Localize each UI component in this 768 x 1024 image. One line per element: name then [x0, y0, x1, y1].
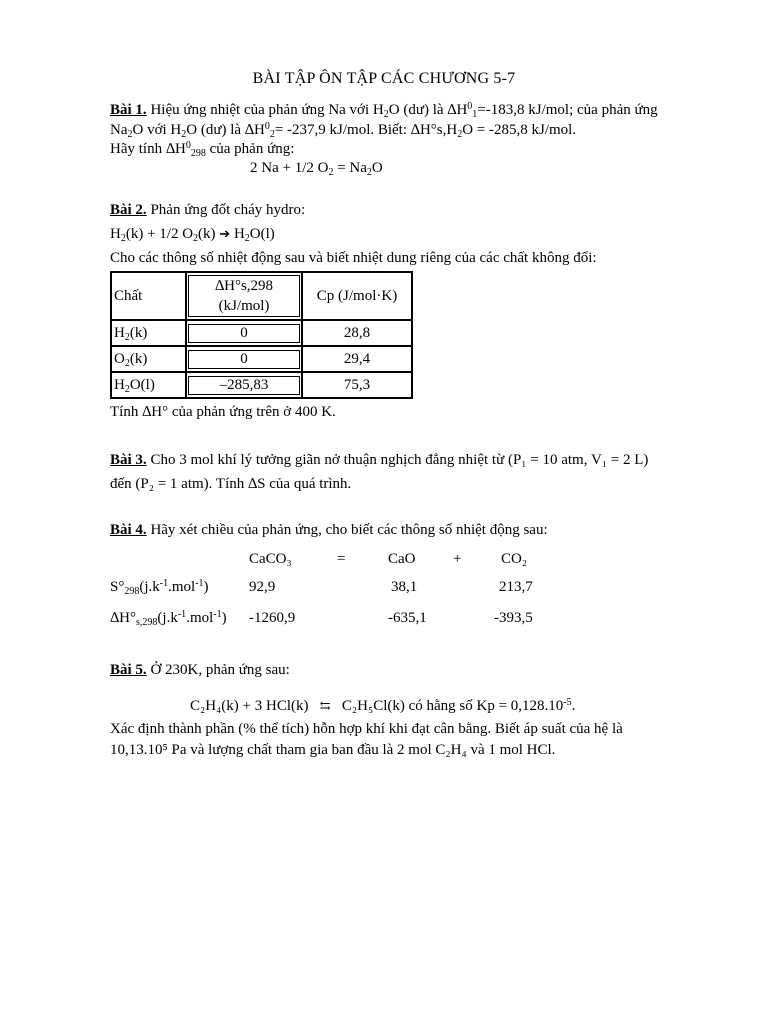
table-header-cp: Cp (J/mol·K) — [302, 272, 412, 320]
table-row: $H_2O(l)$ –285,83 75,3 — [111, 372, 412, 398]
bai1-equation: 2 Na + 1/2 $O_2 = Na_2O$ — [250, 160, 383, 178]
cao-header: CaO — [388, 551, 416, 567]
bai5-line2: Xác định thành phần (% thể tích) hỗn hợp khí khi đạt cân bằng. Biết áp suất của hệ là — [110, 721, 623, 737]
bai5-label: Bài 5. — [110, 662, 147, 678]
enthalpy-label: $\Delta H^\circ_{s,298}(j.k^{-1}.mol^{-1})$ — [110, 609, 227, 628]
right-arrow-icon: ➔ — [219, 226, 231, 241]
entropy-co2: 213,7 — [499, 579, 533, 595]
bai5-line1: Bài 5. Ở 230K, phản ứng sau: — [110, 662, 290, 678]
co2-header: CO₂ — [501, 551, 528, 567]
bai3-line2: đến (P₂ = 1 atm). Tính ∆S của quá trình. — [110, 476, 352, 492]
equilibrium-arrow-icon: ⇆ — [319, 698, 331, 713]
bai5-equation: C₂H₄(k) + 3 HCl(k) ⇆ C₂H₅Cl(k) có hằng số $Kp = 0,128.10^{-5}$. — [190, 697, 576, 714]
enthalpy-caco3: -1260,9 — [249, 610, 296, 626]
table-row: $O_2(k)$ 0 29,4 — [111, 346, 412, 372]
bai2-intro: Cho các thông số nhiệt động sau và biết nhiệt dung riêng của các chất không đổi: — [110, 250, 597, 266]
equals-sign: = — [337, 551, 346, 567]
plus-sign: + — [453, 551, 462, 567]
bai1-line1: Bài 1. Hiệu ứng nhiệt của phản ứng Na với $H_2O$ (dư) là $\Delta H^0_1=-183,8$ kJ/mol; của phản ứng — [110, 101, 658, 120]
entropy-caco3: 92,9 — [249, 579, 276, 595]
enthalpy-cao: -635,1 — [388, 610, 427, 626]
table-row: $H_2(k)$ 0 28,8 — [111, 320, 412, 346]
bai1-label: Bài 1. — [110, 102, 147, 118]
bai1-line3: Hãy tính $\Delta H^0_{298}$ của phản ứng: — [110, 140, 295, 159]
bai4-label: Bài 4. — [110, 522, 147, 538]
page-title: BÀI TẬP ÔN TẬP CÁC CHƯƠNG 5-7 — [252, 70, 516, 87]
entropy-cao: 38,1 — [391, 579, 418, 595]
bai2-question: Tính ∆H° của phản ứng trên ở 400 K. — [110, 404, 336, 420]
table-header-row — [111, 272, 412, 320]
enthalpy-co2: -393,5 — [494, 610, 533, 626]
table-header-chat: Chất — [111, 272, 186, 320]
bai2-line1: Bài 2. Phản ứng đốt cháy hydro: — [110, 202, 306, 218]
bai3-line1: Bài 3. Cho 3 mol khí lý tưởng giãn nở thuận nghịch đẳng nhiệt từ (P₁ = 10 atm, V₁ = 2 L) — [110, 452, 649, 468]
entropy-label: $S^\circ_{298}(j.k^{-1}.mol^{-1})$ — [110, 578, 209, 597]
bai2-label: Bài 2. — [110, 202, 147, 218]
bai2-reaction: $H_2(k) + 1/2$ $O_2(k)$ ➔ $H_2O(l)$ — [110, 226, 275, 244]
table-header-dh: ∆H°s,298 (kJ/mol) — [186, 272, 302, 320]
bai5-line3: 10,13.10⁵ Pa và lượng chất tham gia ban đầu là 2 mol C₂H₄ và 1 mol HCl. — [110, 742, 556, 758]
bai4-line1: Bài 4. Hãy xét chiều của phản ứng, cho biết các thông số nhiệt động sau: — [110, 522, 548, 538]
thermo-table — [110, 271, 413, 399]
caco3-header: CaCO₃ — [249, 551, 292, 567]
bai1-line2: $Na_2O$ với $H_2O$ (dư) là $\Delta H^0_2= -237,9$ kJ/mol. Biết: $\Delta H^\circ s,H_2O = -285,8$ kJ/mol. — [110, 121, 577, 140]
bai3-label: Bài 3. — [110, 452, 147, 468]
